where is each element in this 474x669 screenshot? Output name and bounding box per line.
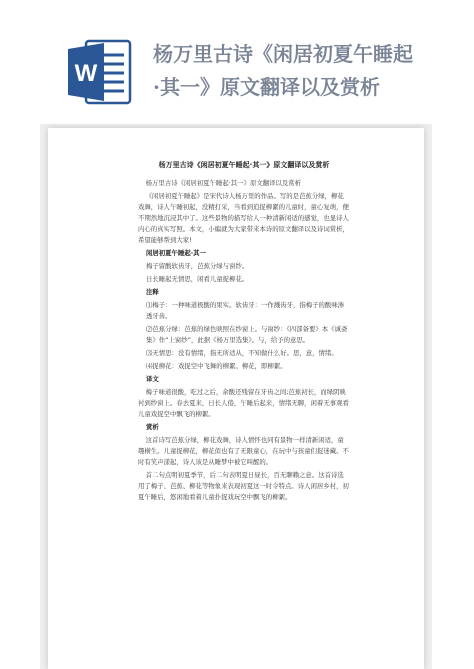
notes-heading: 注释 bbox=[146, 288, 159, 296]
intro-title: 杨万里古诗《闲居初夏午睡起·其一》原文翻译以及赏析 bbox=[145, 179, 302, 187]
translation-paragraph: 梅子味道很酸，吃过之后，余酸还残留在牙齿之间;芭蕉初长，而绿阴映衬到纱窗上。春去夏来，日长人倦，午睡后起来，情绪无聊，闲着无事观看儿童戏捉空中飘飞的柳絮。 bbox=[138, 388, 349, 418]
document-page bbox=[48, 128, 424, 669]
banner-title-line2: ·其一》原文翻译以及赏析 bbox=[153, 75, 380, 99]
appreciation-paragraph-2: 首二句点明初夏季节，后二句表明夏日昼长，百无聊赖之意。这首诗选用了梅子、芭蕉、柳花等物象来表现初夏这一时令特点。诗人闲居乡村，初夏午睡后，悠闲地看着儿童扑捉戏玩空中飘飞的柳絮。 bbox=[138, 471, 349, 501]
poem-line-2: 日长睡起无情思，闲看儿童捉柳花。 bbox=[146, 275, 249, 283]
banner-title bbox=[153, 38, 453, 104]
header-banner bbox=[0, 0, 474, 135]
translation-heading: 译文 bbox=[146, 375, 159, 383]
intro-paragraph: 《闲居初夏午睡起》是宋代诗人杨万里的作品。写的是芭蕉分绿，柳花戏舞，诗人午睡初起，没精打采，当看到追捉柳絮的儿童时，童心复萌，便不期然地沉浸其中了。这些景物的描写给人一种清新闲适的感觉，也显诗人内心的真实写照。本文，小编就为大家带来本诗的原文翻译以及诗词赏析，希望能够帮到大家! bbox=[138, 192, 349, 244]
appreciation-paragraph-1: 这首诗写芭蕉分绿，柳花戏舞，诗人情怀也同有景物一样清新闲适，童趣横生。儿童捉柳花，柳花似也有了无限童心，在玩中与孩童们捉迷藏。不时有笑声漾起，诗人该是从睡梦中被它叫醒的。 bbox=[138, 436, 349, 466]
document-title: 杨万里古诗《闲居初夏午睡起·其一》原文翻译以及赏析 bbox=[158, 161, 330, 169]
poem-heading: 闲居初夏午睡起·其一 bbox=[146, 249, 206, 257]
note-4: ⑷捉柳花：戏捉空中飞舞的柳絮。柳花，即柳絮。 bbox=[146, 362, 287, 370]
word-logo-letter: W bbox=[74, 60, 98, 87]
banner-title-line1: 杨万里古诗《闲居初夏午睡起 bbox=[153, 42, 413, 66]
poem-line-1: 梅子留酸软齿牙，芭蕉分绿与窗纱。 bbox=[146, 262, 249, 270]
note-3: ⑶无情思：没有情绪，指无所适从，不知做什么好。思，意，情绪。 bbox=[146, 349, 338, 357]
appreciation-heading: 赏析 bbox=[146, 423, 159, 431]
note-2: ⑵芭蕉分绿：芭蕉的绿色映照在纱窗上。与窗纱：《四部备要》本《诚斋集》作“上窗纱”，此据《杨万里选集》。与，给予的意思。 bbox=[146, 325, 348, 344]
document-body bbox=[138, 160, 350, 505]
note-1: ⑴梅子：一种味道极酸的果实。软齿牙：一作溅齿牙，指梅子的酸味渗透牙齿。 bbox=[146, 301, 345, 320]
word-doc-icon bbox=[64, 37, 134, 107]
